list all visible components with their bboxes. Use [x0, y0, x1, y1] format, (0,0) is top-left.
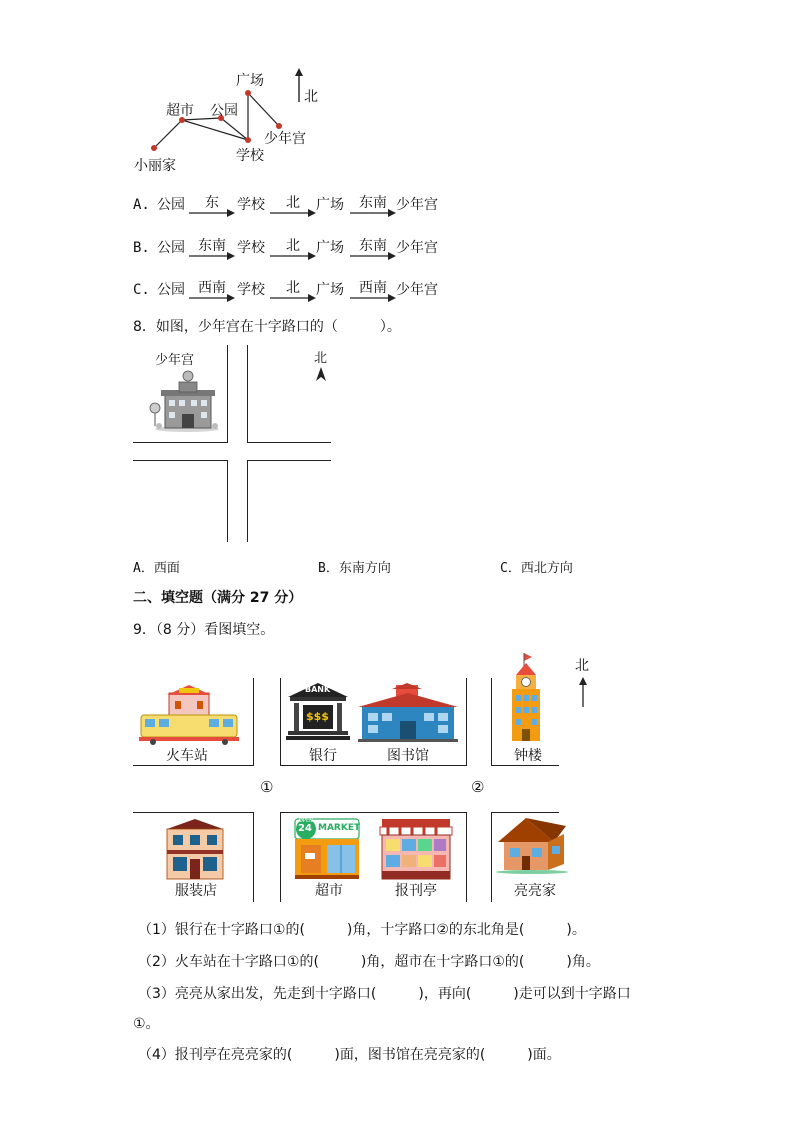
right-arrow-icon [189, 293, 235, 303]
north-arrow-icon [577, 677, 589, 707]
place-1: 学校 [237, 282, 265, 298]
road-line [466, 678, 467, 766]
section-title: 二、填空题（满分 27 分） [133, 590, 303, 606]
road-line [280, 812, 281, 902]
q8-option-a[interactable]: A．西面 [133, 561, 180, 576]
north-label: 北 [314, 351, 328, 366]
road-line [227, 460, 228, 542]
option-letter: C. [133, 282, 150, 298]
supermarket-icon [293, 817, 361, 881]
right-arrow-icon [270, 293, 316, 303]
place-end: 少年宫 [396, 197, 438, 213]
right-arrow-icon [270, 208, 316, 218]
youth-palace-building-icon [145, 370, 225, 432]
road-line [280, 765, 466, 766]
q9-question-1: （1）银行在十字路口①的( )角，十字路口②的东北角是( )。 [138, 922, 586, 938]
label-library: 图书馆 [387, 748, 429, 764]
right-arrow-icon [189, 251, 235, 261]
q8-option-b[interactable]: B．东南方向 [318, 561, 391, 576]
road-line [491, 765, 559, 766]
label-youth-palace: 少年宫 [264, 131, 306, 147]
right-arrow-icon [350, 208, 396, 218]
right-arrow-icon [350, 251, 396, 261]
place-2: 广场 [316, 240, 344, 256]
label-bank: 银行 [309, 748, 337, 764]
label-liangliang-home: 亮亮家 [514, 883, 556, 899]
library-icon [358, 683, 458, 743]
direction-3 [350, 194, 396, 218]
right-arrow-icon [350, 293, 396, 303]
bank-icon [286, 683, 350, 741]
road-line [280, 678, 281, 766]
label-supermarket: 超市 [166, 103, 194, 119]
direction-1-label: 东 [205, 195, 219, 211]
direction-3 [350, 237, 396, 261]
label-clock-tower: 钟楼 [514, 748, 542, 764]
direction-3 [350, 279, 396, 303]
q8-stem: 8．如图，少年宫在十字路口的（ ）。 [133, 319, 401, 335]
place-1: 学校 [237, 197, 265, 213]
road-line [253, 678, 254, 766]
q7-north-indicator [293, 68, 333, 104]
q7-option-c[interactable] [133, 279, 453, 303]
point-xiaoli-home [151, 145, 157, 151]
direction-1 [189, 194, 235, 218]
point-school [245, 137, 251, 143]
direction-2-label: 北 [286, 238, 300, 254]
newsstand-icon [378, 817, 454, 881]
direction-1-label: 东南 [198, 238, 226, 254]
road-line [133, 442, 228, 443]
road-line [491, 678, 492, 766]
label-train-station: 火车站 [166, 748, 208, 764]
bank-money-text: $$$ [306, 710, 329, 723]
q7-option-b[interactable] [133, 237, 453, 261]
right-arrow-icon [270, 251, 316, 261]
label-clothing-store: 服装店 [175, 883, 217, 899]
q9-map [133, 650, 589, 905]
road-line [133, 460, 228, 461]
direction-2-label: 北 [286, 280, 300, 296]
place-start: 公园 [157, 282, 185, 298]
place-start: 公园 [157, 240, 185, 256]
road-line [247, 442, 331, 443]
q8-north-indicator [313, 347, 331, 387]
direction-3-label: 东南 [359, 238, 387, 254]
direction-2-label: 北 [286, 195, 300, 211]
road-line [491, 812, 559, 813]
label-newsstand: 报刊亭 [395, 883, 437, 899]
road-line [280, 812, 466, 813]
label-park: 公园 [210, 103, 238, 119]
direction-3-label: 东南 [359, 195, 387, 211]
place-start: 公园 [157, 197, 185, 213]
clothing-store-icon [163, 817, 227, 881]
option-letter: A. [133, 197, 150, 213]
label-school: 学校 [236, 148, 264, 164]
place-1: 学校 [237, 240, 265, 256]
q7-option-a[interactable] [133, 194, 453, 218]
right-arrow-icon [189, 208, 235, 218]
q8-option-c[interactable]: C．西北方向 [500, 561, 573, 576]
direction-3-label: 西南 [359, 280, 387, 296]
road-line [133, 812, 253, 813]
q8-building-label: 少年宫 [155, 353, 195, 368]
q9-question-4: （4）报刊亭在亮亮家的( )面，图书馆在亮亮家的( )面。 [138, 1047, 561, 1063]
road-line [253, 812, 254, 902]
market-24-text: 24 [298, 823, 312, 834]
q9-stem: 9．（8 分）看图填空。 [133, 622, 275, 638]
bank-sign-text: BANK [305, 685, 331, 694]
direction-1-label: 西南 [198, 280, 226, 296]
crossing-1-label: ① [260, 778, 274, 796]
road-line [133, 765, 253, 766]
north-label: 北 [304, 89, 318, 105]
place-2: 广场 [316, 197, 344, 213]
place-end: 少年宫 [396, 240, 438, 256]
q8-map [133, 345, 333, 545]
label-supermarket: 超市 [315, 883, 343, 899]
north-arrow-icon [315, 367, 327, 385]
point-plaza [245, 90, 251, 96]
label-plaza: 广场 [236, 73, 264, 89]
place-2: 广场 [316, 282, 344, 298]
road-line [466, 812, 467, 902]
market-word-text: MARKET [318, 823, 361, 833]
liangliang-home-icon [496, 816, 568, 874]
road-line [247, 460, 248, 542]
road-line [247, 460, 331, 461]
road-line [247, 345, 248, 442]
q9-question-3: （3）亮亮从家出发，先走到十字路口( )，再向( )走可以到十字路口 [138, 986, 631, 1002]
place-end: 少年宫 [396, 282, 438, 298]
train-station-icon [139, 685, 239, 745]
crossing-2-label: ② [471, 778, 485, 796]
north-label: 北 [575, 658, 589, 674]
direction-1 [189, 279, 235, 303]
market-open-text: OPEN [299, 818, 313, 824]
option-letter: B. [133, 240, 150, 256]
road-line [491, 812, 492, 902]
direction-2 [270, 237, 316, 261]
clock-tower-icon [508, 653, 544, 743]
direction-2 [270, 279, 316, 303]
direction-1 [189, 237, 235, 261]
q9-north-indicator [574, 655, 592, 707]
q9-question-3-cont: ①。 [133, 1016, 160, 1032]
direction-2 [270, 194, 316, 218]
road-line [227, 345, 228, 442]
label-xiaoli-home: 小丽家 [134, 158, 176, 174]
q9-question-2: （2）火车站在十字路口①的( )角，超市在十字路口①的( )角。 [138, 954, 600, 970]
